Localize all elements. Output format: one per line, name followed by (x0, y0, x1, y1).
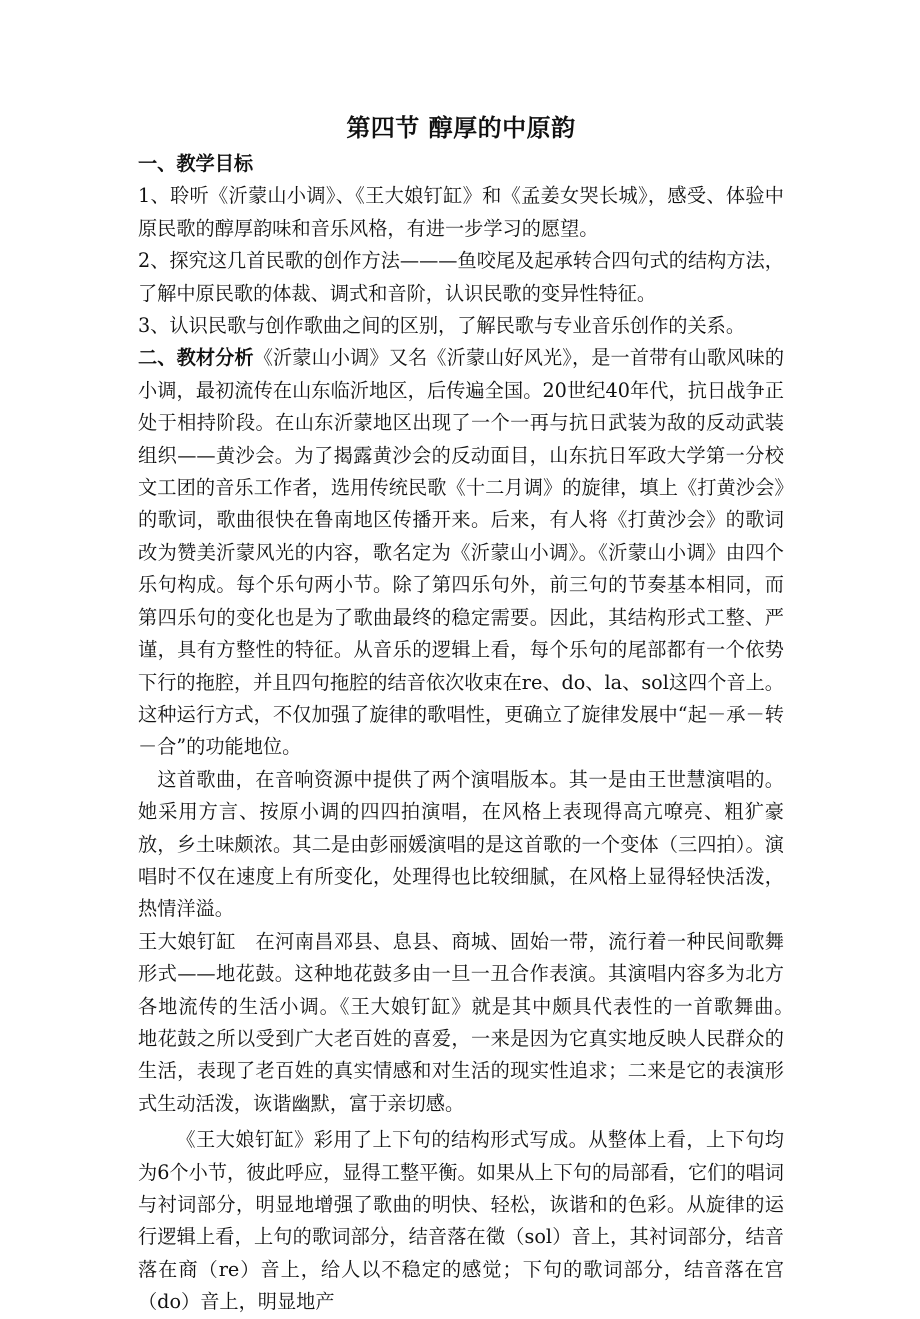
section-heading-analysis: 二、教材分析 (138, 346, 254, 370)
analysis-paragraph-2: 这首歌曲，在音响资源中提供了两个演唱版本。其一是由王世慧演唱的。她采用方言、按原小调的四四拍演唱，在风格上表现得高亢嘹亮、粗犷豪放，乡土味颇浓。其二是由彭丽媛演唱的是这首歌的一个变体（三四拍）。演唱时不仅在速度上有所变化，处理得也比较细腻，在风格上显得轻快活泼，热情洋溢。 (138, 767, 784, 921)
page-title: 第四节 醇厚的中原韵 (346, 114, 576, 142)
objective-item-2: 2、探究这几首民歌的创作方法———鱼咬尾及起承转合四句式的结构方法，了解中原民歌的体裁、调式和音阶，认识民歌的变异性特征。 (138, 249, 784, 305)
analysis-paragraph-1 (138, 342, 784, 763)
objective-item-3: 3、认识民歌与创作歌曲之间的区别，了解民歌与专业音乐创作的关系。 (138, 314, 746, 338)
analysis-paragraph-4: 《王大娘钉缸》彩用了上下句的结构形式写成。从整体上看，上下句均为6个小节，彼此呼应，显得工整平衡。如果从上下句的局部看，它们的唱词与衬词部分，明显地增强了歌曲的明快、轻松，诙谐和的色彩。从旋律的运行逻辑上看，上句的歌词部分，结音落在徵（sol）音上，其衬词部分，结音落在商（re）音上，给人以不稳定的感觉；下句的歌词部分，结音落在宫（do）音上，明显地产 (138, 1128, 784, 1314)
section-heading-objectives: 一、教学目标 (138, 152, 254, 175)
objective-item-1: 1、聆听《沂蒙山小调》、《王大娘钉缸》和《孟姜女哭长城》，感受、体验中原民歌的醇厚韵味和音乐风格，有进一步学习的愿望。 (138, 184, 784, 240)
analysis-paragraph-3: 王大娘钉缸 在河南昌邓县、息县、商城、固始一带，流行着一种民间歌舞形式——地花鼓。这种地花鼓多由一旦一丑合作表演。其演唱内容多为北方各地流传的生活小调。《王大娘钉缸》就是其中颇具代表性的一首歌舞曲。 地花鼓之所以受到广大老百姓的喜爱，一来是因为它真实地反映人民群众的生活，表现了老百姓的真实情感和对生活的现实性追求；二来是它的表演形式生动活泼，诙谐幽默，富于亲切感。 (138, 929, 804, 1115)
analysis-paragraph-1-text: 《沂蒙山小调》又名《沂蒙山好风光》，是一首带有山歌风味的小调，最初流传在山东临沂地区，后传遍全国。20世纪40年代，抗日战争正处于相持阶段。在山东沂蒙地区出现了一个一再与抗日武装为敌的反动武装组织——黄沙会。为了揭露黄沙会的反动面目，山东抗日军政大学第一分校文工团的音乐工作者，选用传统民歌《十二月调》的旋律，填上《打黄沙会》的歌词，歌曲很快在鲁南地区传播开来。后来，有人将《打黄沙会》的歌词改为赞美沂蒙风光的内容，歌名定为《沂蒙山小调》。《沂蒙山小调》由四个乐句构成。每个乐句两小节。除了第四乐句外，前三句的节奏基本相同，而第四乐句的变化也是为了歌曲最终的稳定需要。因此，其结构形式工整、严谨，具有方整性的特征。从音乐的逻辑上看，每个乐句的尾部都有一个依势下行的拖腔，并且四句拖腔的结音依次收束在re、do、la、sol这四个音上。这种运行方式，不仅加强了旋律的歌唱性，更确立了旋律发展中“起－承－转－合”的功能地位。 (138, 346, 785, 759)
document-page (138, 104, 804, 1319)
